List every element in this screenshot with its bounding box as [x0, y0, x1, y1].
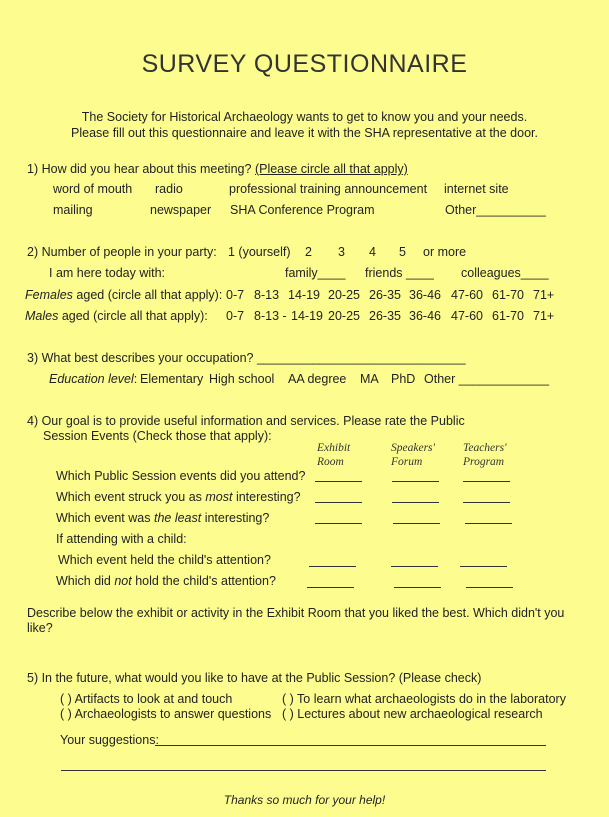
- q4-child-held-exhibit-blank[interactable]: [309, 566, 356, 567]
- q5-option-lectures[interactable]: ( ) Lectures about new archaeological research: [282, 707, 543, 721]
- intro-line-1: The Society for Historical Archaeology wants to get to know you and your needs.: [81, 110, 528, 124]
- q1-instruction: (Please circle all that apply): [254, 162, 408, 176]
- female-age-option[interactable]: 47-60: [451, 288, 483, 302]
- thanks-note: Thanks so much for your help!: [223, 793, 386, 807]
- q4-row-most-interesting: [56, 490, 301, 504]
- q5-question: 5) In the future, what would you like to have at the Public Session? (Please check): [27, 671, 482, 685]
- female-age-option[interactable]: 61-70: [492, 288, 524, 302]
- q3-education-high-school[interactable]: High school: [209, 372, 275, 386]
- q4-row-attended: Which Public Session events did you attend?: [56, 469, 306, 483]
- q2-here-with-family[interactable]: family____: [285, 266, 346, 280]
- q4-attended-speakers-blank[interactable]: [392, 481, 439, 482]
- male-age-option[interactable]: 61-70: [492, 309, 524, 323]
- q2-party-more[interactable]: or more: [423, 245, 467, 259]
- q1-option-sha-program[interactable]: SHA Conference Program: [230, 203, 375, 217]
- suggestions-line-1[interactable]: [155, 745, 546, 746]
- q3-education-ma[interactable]: MA: [360, 372, 379, 386]
- q2-here-with-colleagues[interactable]: colleagues____: [461, 266, 549, 280]
- q4-row2-pre: Which event struck you as: [56, 490, 206, 504]
- q2-party-1[interactable]: 1 (yourself): [228, 245, 291, 259]
- q2-males-label: [25, 309, 208, 323]
- q1-option-other[interactable]: Other__________: [445, 203, 546, 217]
- q2-females-rest: aged (circle all that apply):: [72, 288, 223, 302]
- q4-least-exhibit-blank[interactable]: [315, 523, 362, 524]
- q4-col-teachers-line1: Teachers': [463, 442, 507, 454]
- q5-option-artifacts[interactable]: ( ) Artifacts to look at and touch: [60, 692, 233, 706]
- male-age-option[interactable]: 14-19: [291, 309, 323, 323]
- q4-child-not-speakers-blank[interactable]: [394, 587, 441, 588]
- q4-question-line-1: 4) Our goal is to provide useful information and services. Please rate the Public: [27, 414, 465, 428]
- female-age-option[interactable]: 26-35: [369, 288, 401, 302]
- q3-education-em: Education level: [49, 372, 134, 386]
- q2-males-rest: aged (circle all that apply):: [58, 309, 208, 323]
- female-age-option[interactable]: 20-25: [328, 288, 360, 302]
- q1-option-radio[interactable]: radio: [155, 182, 183, 196]
- q3-education-aa-degree[interactable]: AA degree: [288, 372, 347, 386]
- q4-row5-em: not: [114, 574, 132, 588]
- male-age-option[interactable]: 0-7: [226, 309, 245, 323]
- q2-females-em: Females: [25, 288, 73, 302]
- q4-most-exhibit-blank[interactable]: [315, 502, 362, 503]
- q4-col-speakers-forum: [391, 441, 435, 469]
- q3-question[interactable]: 3) What best describes your occupation? ______________________________: [27, 351, 466, 365]
- q3-education-label: [49, 372, 137, 386]
- q4-attended-teachers-blank[interactable]: [463, 481, 510, 482]
- q4-least-speakers-blank[interactable]: [393, 523, 440, 524]
- q4-row5-pre: Which did: [56, 574, 115, 588]
- q4-child-not-exhibit-blank[interactable]: [307, 587, 354, 588]
- q2-party-3[interactable]: 3: [338, 245, 345, 259]
- q1-question-text: 1) How did you hear about this meeting?: [27, 162, 252, 176]
- q4-child-not-teachers-blank[interactable]: [466, 587, 513, 588]
- male-age-option[interactable]: 36-46: [409, 309, 441, 323]
- q4-child-label: If attending with a child:: [56, 532, 187, 546]
- q1-option-internet-site[interactable]: internet site: [444, 182, 509, 196]
- q4-question-line-2: Session Events (Check those that apply):: [43, 429, 272, 443]
- q2-here-with-friends[interactable]: friends ____: [365, 266, 434, 280]
- q3-education-phd[interactable]: PhD: [391, 372, 416, 386]
- male-age-option[interactable]: 26-35: [369, 309, 401, 323]
- q1-option-mailing[interactable]: mailing: [53, 203, 93, 217]
- q4-row-child-held: Which event held the child's attention?: [58, 553, 271, 567]
- male-age-option[interactable]: 47-60: [451, 309, 483, 323]
- q4-row2-post: interesting?: [232, 490, 301, 504]
- female-age-option[interactable]: 36-46: [409, 288, 441, 302]
- male-age-option[interactable]: 8-13 -: [254, 309, 287, 323]
- female-age-option[interactable]: 0-7: [226, 288, 245, 302]
- male-age-option[interactable]: 20-25: [328, 309, 360, 323]
- q4-row2-em: most: [205, 490, 233, 504]
- q4-col-speakers-line2: Forum: [391, 456, 423, 468]
- q1-option-word-of-mouth[interactable]: word of mouth: [53, 182, 133, 196]
- q4-row3-post: interesting?: [201, 511, 270, 525]
- suggestions-line-2[interactable]: [61, 770, 546, 771]
- q4-col-teachers-program: [463, 441, 507, 469]
- q4-col-teachers-line2: Program: [463, 456, 505, 468]
- q2-party-4[interactable]: 4: [369, 245, 376, 259]
- q2-females-label: [25, 288, 222, 302]
- female-age-option[interactable]: 71+: [533, 288, 555, 302]
- describe-line-2: like?: [27, 621, 53, 635]
- q4-most-speakers-blank[interactable]: [392, 502, 439, 503]
- q2-here-with-label: I am here today with:: [49, 266, 166, 280]
- q5-option-laboratory[interactable]: ( ) To learn what archaeologists do in the laboratory: [282, 692, 566, 706]
- q4-least-teachers-blank[interactable]: [465, 523, 512, 524]
- q4-attended-exhibit-blank[interactable]: [315, 481, 362, 482]
- q3-education-elementary[interactable]: Elementary: [140, 372, 204, 386]
- q1-option-professional-training[interactable]: professional training announcement: [229, 182, 428, 196]
- q3-education-other[interactable]: Other _____________: [424, 372, 550, 386]
- q4-col-exhibit-room: [317, 441, 350, 469]
- q2-question: 2) Number of people in your party:: [27, 245, 217, 259]
- q4-most-teachers-blank[interactable]: [463, 502, 510, 503]
- female-age-option[interactable]: 14-19: [288, 288, 320, 302]
- page-title: SURVEY QUESTIONNAIRE: [141, 50, 468, 78]
- q4-col-exhibit-line2: Room: [317, 456, 344, 468]
- q4-row3-em: the least: [153, 511, 202, 525]
- q4-col-speakers-line1: Speakers': [391, 442, 435, 454]
- intro-line-2: Please fill out this questionnaire and leave it with the SHA representative at the door.: [71, 126, 538, 140]
- q4-row-least-interesting: [56, 511, 269, 525]
- q4-child-held-teachers-blank[interactable]: [460, 566, 507, 567]
- q4-row-child-not-held: [56, 574, 276, 588]
- q2-party-2[interactable]: 2: [305, 245, 312, 259]
- q1-question: [27, 162, 408, 176]
- q5-suggestions-label: Your suggestions:: [60, 733, 159, 747]
- q4-row3-pre: Which event was: [56, 511, 154, 525]
- male-age-option[interactable]: 71+: [533, 309, 555, 323]
- q2-party-5[interactable]: 5: [399, 245, 406, 259]
- q2-males-em: Males: [25, 309, 59, 323]
- q4-col-exhibit-line1: Exhibit: [317, 442, 351, 454]
- describe-line-1: Describe below the exhibit or activity in the Exhibit Room that you liked the best. Which didn't you: [27, 606, 565, 620]
- q4-child-held-speakers-blank[interactable]: [391, 566, 438, 567]
- q1-option-newspaper[interactable]: newspaper: [150, 203, 212, 217]
- q3-education-colon: :: [133, 372, 138, 386]
- female-age-option[interactable]: 8-13: [254, 288, 280, 302]
- q4-row5-post: hold the child's attention?: [131, 574, 276, 588]
- q5-option-archaeologists[interactable]: ( ) Archaeologists to answer questions: [60, 707, 272, 721]
